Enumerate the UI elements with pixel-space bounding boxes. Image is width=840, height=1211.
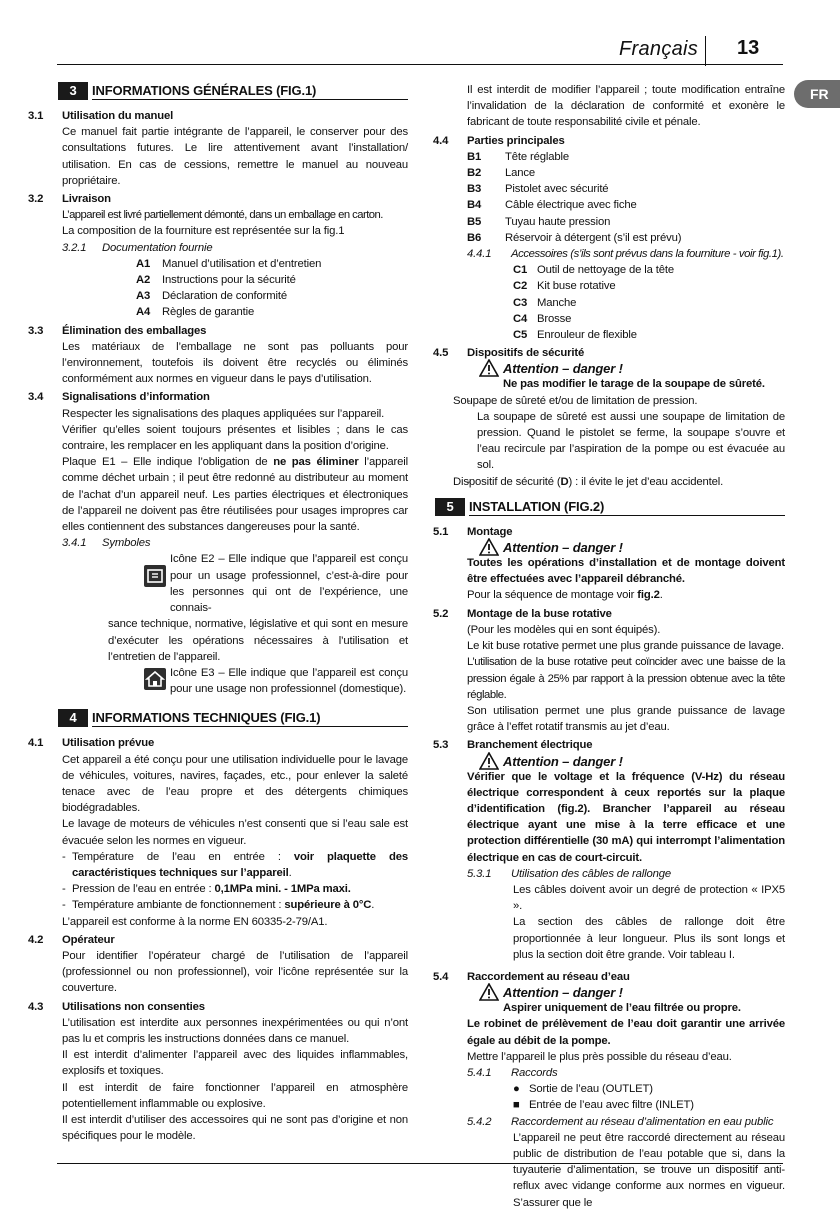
list-item: - Soupape de sûreté et/ou de limitation de pression. <box>433 393 785 409</box>
paragraph: Il est interdit d’utiliser des accessoires qui ne sont pas d’origine et non spécifiques pour le modèle. <box>62 1113 408 1143</box>
paragraph: Les câbles doivent avoir un degré de protection « IPX5 ». <box>513 883 785 913</box>
subsection-heading: 4.5 Dispositifs de sécurité <box>433 347 585 360</box>
warning-text: Le robinet de prélèvement de l’eau doit garantir une arrivée égale au débit de la pompe. <box>467 1018 785 1047</box>
warning-text: Vérifier que le voltage et la fréquence (V-Hz) du réseau électrique correspondent à ceux reportés sur la plaque d’identification (fig.2). Brancher l’appareil au réseau électrique ayant une mise à la terre efficace et une protection différentielle (30 mA) qui interrompt l’alimentation électrique en cas de court-circuit. <box>467 770 785 864</box>
paragraph: La section des câbles de rallonge doit être proportionnée à leur longueur. Plus ils sont longs et plus la section doit être grande. Voir tableau I. <box>513 916 785 961</box>
filled-circle-icon: ● <box>513 1083 520 1096</box>
list-item: B6 Réservoir à détergent (s’il est prévu) <box>467 231 682 244</box>
subsection-heading: 4.2 Opérateur <box>28 933 115 946</box>
list-item: B2 Lance <box>467 167 536 180</box>
page-number: 13 <box>737 37 760 59</box>
list-item: C5 Enrouleur de flexible <box>513 329 637 342</box>
paragraph: Cet appareil a été conçu pour une utilisation individuelle pour le lavage de véhicules, voitures, navires, façades, etc., pour enlever la saleté tenace avec de l’eau propre et des détergents chimiques biodégradables. <box>62 753 408 815</box>
warning-title: Attention – danger ! <box>433 361 785 376</box>
paragraph: Mettre l’appareil le plus près possible du réseau d’eau. <box>467 1050 732 1063</box>
subsection-heading: 5.4 Raccordement au réseau d’eau <box>433 970 630 983</box>
list-item: B3 Pistolet avec sécurité <box>467 183 609 196</box>
warning-text: Toutes les opérations d’installation et de montage doivent être effectuées avec l’appareil débranché. <box>467 557 785 586</box>
subsection-heading: 4.1 Utilisation prévue <box>28 737 155 750</box>
paragraph: Les matériaux de l’emballage ne sont pas polluants pour l’environnement, toutefois ils doivent être recyclés ou éliminés conformément aux normes en vigueur dans le pays d’utilisation. <box>62 340 408 386</box>
right-column <box>433 82 785 1211</box>
list-item: A1 Manuel d’utilisation et d’entretien <box>136 257 322 270</box>
warning-triangle-icon <box>479 983 499 1001</box>
list-item: B1 Tête réglable <box>467 150 569 163</box>
list-item: A2 Instructions pour la sécurité <box>136 274 296 287</box>
section-number: 5 <box>435 498 465 516</box>
list-item: - Pression de l’eau en entrée : 0,1MPa mini. - 1MPa maxi. <box>28 881 408 897</box>
paragraph: Ce manuel fait partie intégrante de l’appareil, le conserver pour des consultations futures. Le lire attentivement avant l’installation/ utilisation. En cas de cessions, remettre le manuel au nouveau propriétaire. <box>62 126 408 187</box>
warning-triangle-icon <box>479 359 499 377</box>
paragraph: Vérifier qu’elles soient toujours présentes et lisibles ; dans le cas contraire, les remplacer en les appliquant dans la position d’origine. <box>62 423 408 453</box>
paragraph: L’appareil ne peut être raccordé directement au réseau public de distribution de l’eau potable que si, dans la tuyauterie d’alimentation, se trouve un dispositif anti-reflux avec vidange conforme aux normes en vigueur. S’assurer que le <box>513 1131 785 1209</box>
warning-triangle-icon <box>479 538 499 556</box>
section-title: INFORMATIONS GÉNÉRALES (FIG.1) <box>92 82 408 100</box>
warning-text: Ne pas modifier le tarage de la soupape de sûreté. <box>503 378 765 391</box>
list-item: - Température ambiante de fonctionnement : supérieure à 0°C. <box>28 897 408 913</box>
language-tab: FR <box>794 80 840 108</box>
section-heading-5 <box>433 498 785 520</box>
section-heading-3 <box>28 82 408 104</box>
list-item: C3 Manche <box>513 296 577 309</box>
paragraph: (Pour les modèles qui en sont équipés). <box>467 623 661 636</box>
paragraph: L’utilisation est interdite aux personnes inexpérimentées ou qui n’ont pas lu et compris les instructions données dans ce manuel. <box>62 1016 408 1045</box>
paragraph: La composition de la fourniture est représentée sur la fig.1 <box>62 225 345 238</box>
subsection-heading: 5.1 Montage <box>433 525 513 538</box>
header-language: Français <box>619 38 699 60</box>
warning-text: Aspirer uniquement de l’eau filtrée ou propre. <box>503 1002 741 1015</box>
list-item: C4 Brosse <box>513 312 572 325</box>
list-item: A3 Déclaration de conformité <box>136 290 287 303</box>
subsection-heading: 4.4 Parties principales <box>433 134 565 147</box>
header-rule <box>57 64 783 65</box>
subsubsection-heading: 3.4.1 Symboles <box>62 537 151 550</box>
paragraph: La soupape de sûreté est aussi une soupape de limitation de pression. Quand le pistolet se ferme, la soupape s’ouvre et l’eau recircule par l’aspiration de la pompe ou est évacuée au sol. <box>477 410 785 472</box>
paragraph: Le kit buse rotative permet une plus grande puissance de lavage. <box>467 640 784 653</box>
warning-title: Attention – danger ! <box>433 754 785 769</box>
left-column <box>28 82 408 1144</box>
symbol-e2-block: Icône E2 – Elle indique que l’appareil est conçu pour un usage professionnel, c’est-à-dire pour les personnes qui ont de l’expérience, une connais- sance technique, normative, législative et qui sont en mesure d’exécuter les opérations nécessaires à l’utilisation et l’entretien de l’appareil. <box>108 553 408 663</box>
subsection-heading: 3.2 Livraison <box>28 193 111 206</box>
list-item: C1 Outil de nettoyage de la tête <box>513 264 674 277</box>
section-heading-4 <box>28 709 408 731</box>
paragraph: Il est interdit de modifier l’appareil ; toute modification entraîne l’invalidation de la déclaration de conformité et exonère le fabricant de toute responsabilité civile et pénale. <box>467 84 785 129</box>
section-number: 4 <box>58 709 88 727</box>
list-item: A4 Règles de garantie <box>136 306 255 319</box>
paragraph: Respecter les signalisations des plaques appliquées sur l’appareil. <box>62 407 385 420</box>
header-divider <box>705 36 706 66</box>
paragraph: L’appareil est conforme à la norme EN 60335-2-79/A1. <box>62 915 328 928</box>
paragraph: Pour identifier l’opérateur chargé de l’utilisation de l’appareil (professionnel ou non professionnel), voir l’icône représentée sur la couverture. <box>62 949 408 995</box>
subsubsection-heading: 5.4.2 Raccordement au réseau d’alimentation en eau public <box>467 1115 774 1128</box>
list-item: - Température de l’eau en entrée : voir plaquette des caractéristiques techniques sur l’appareil. <box>28 849 408 881</box>
subsection-heading: 3.3 Élimination des emballages <box>28 324 207 337</box>
subsection-heading: 4.3 Utilisations non consenties <box>28 1000 205 1013</box>
subsection-heading: 5.2 Montage de la buse rotative <box>433 607 612 620</box>
paragraph: Plaque E1 – Elle indique l’obligation de ne pas éliminer l’appareil comme déchet urbain ; il peut être redonné au distributeur au moment de l’achat d’un appareil neuf. Les parties électriques et électroniques de l’appareil ne doivent pas être réutilisées pour usages impropres car elles contiennent des substances dangereuses pour la santé. <box>62 456 408 534</box>
subsection-heading: 3.1 Utilisation du manuel <box>28 110 174 122</box>
subsubsection-heading: 3.2.1 Documentation fournie <box>62 241 213 254</box>
subsubsection-heading: 5.4.1 Raccords <box>467 1066 558 1079</box>
subsection-heading: 5.3 Branchement électrique <box>433 739 593 752</box>
paragraph: Son utilisation permet une plus grande puissance de lavage grâce à l’effet rotatif transmis au jet d’eau. <box>467 704 785 734</box>
list-item: B4 Câble électrique avec fiche <box>467 199 637 212</box>
symbol-e3-block: Icône E3 – Elle indique que l’appareil est conçu pour une usage non professionnel (domestique). <box>28 665 408 697</box>
paragraph: Il est interdit d’alimenter l’appareil avec des liquides inflammables, explosifs et toxiques. <box>62 1049 408 1078</box>
filled-square-icon: ■ <box>513 1099 520 1112</box>
professional-use-icon <box>144 565 166 587</box>
subsection-heading: 3.4 Signalisations d’information <box>28 391 210 404</box>
section-number: 3 <box>58 82 88 100</box>
paragraph: L’utilisation de la buse rotative peut coïncider avec une baisse de la pression égale à 25% par rapport à la pression obtenue avec la tête réglable. <box>467 656 785 701</box>
paragraph: Pour la séquence de montage voir fig.2. <box>467 589 663 602</box>
list-item: C2 Kit buse rotative <box>513 280 616 293</box>
section-title: INSTALLATION (FIG.2) <box>469 498 785 516</box>
list-item: ● Sortie de l’eau (OUTLET) <box>433 1081 785 1097</box>
warning-title: Attention – danger ! <box>433 985 785 1000</box>
list-item: ■ Entrée de l’eau avec filtre (INLET) <box>433 1097 785 1113</box>
section-title: INFORMATIONS TECHNIQUES (FIG.1) <box>92 709 408 727</box>
subsubsection-heading: 5.3.1 Utilisation des câbles de rallonge <box>467 867 672 880</box>
paragraph: Il est interdit de faire fonctionner l’appareil en atmosphère potentiellement inflammable ou explosive. <box>62 1081 408 1110</box>
warning-title: Attention – danger ! <box>433 540 785 555</box>
warning-triangle-icon <box>479 752 499 770</box>
paragraph: L’appareil est livré partiellement démonté, dans un emballage en carton. <box>62 209 383 222</box>
subsubsection-heading: 4.4.1 Accessoires (s’ils sont prévus dans la fourniture - voir fig.1). <box>467 248 784 261</box>
list-item: - Dispositif de sécurité (D) : il évite le jet d’eau accidentel. <box>433 474 785 490</box>
list-item: B5 Tuyau haute pression <box>467 215 611 228</box>
home-use-icon <box>144 668 166 690</box>
paragraph: Le lavage de moteurs de véhicules n’est consenti que si l’eau sale est évacuée selon les normes en vigueur. <box>62 818 408 847</box>
